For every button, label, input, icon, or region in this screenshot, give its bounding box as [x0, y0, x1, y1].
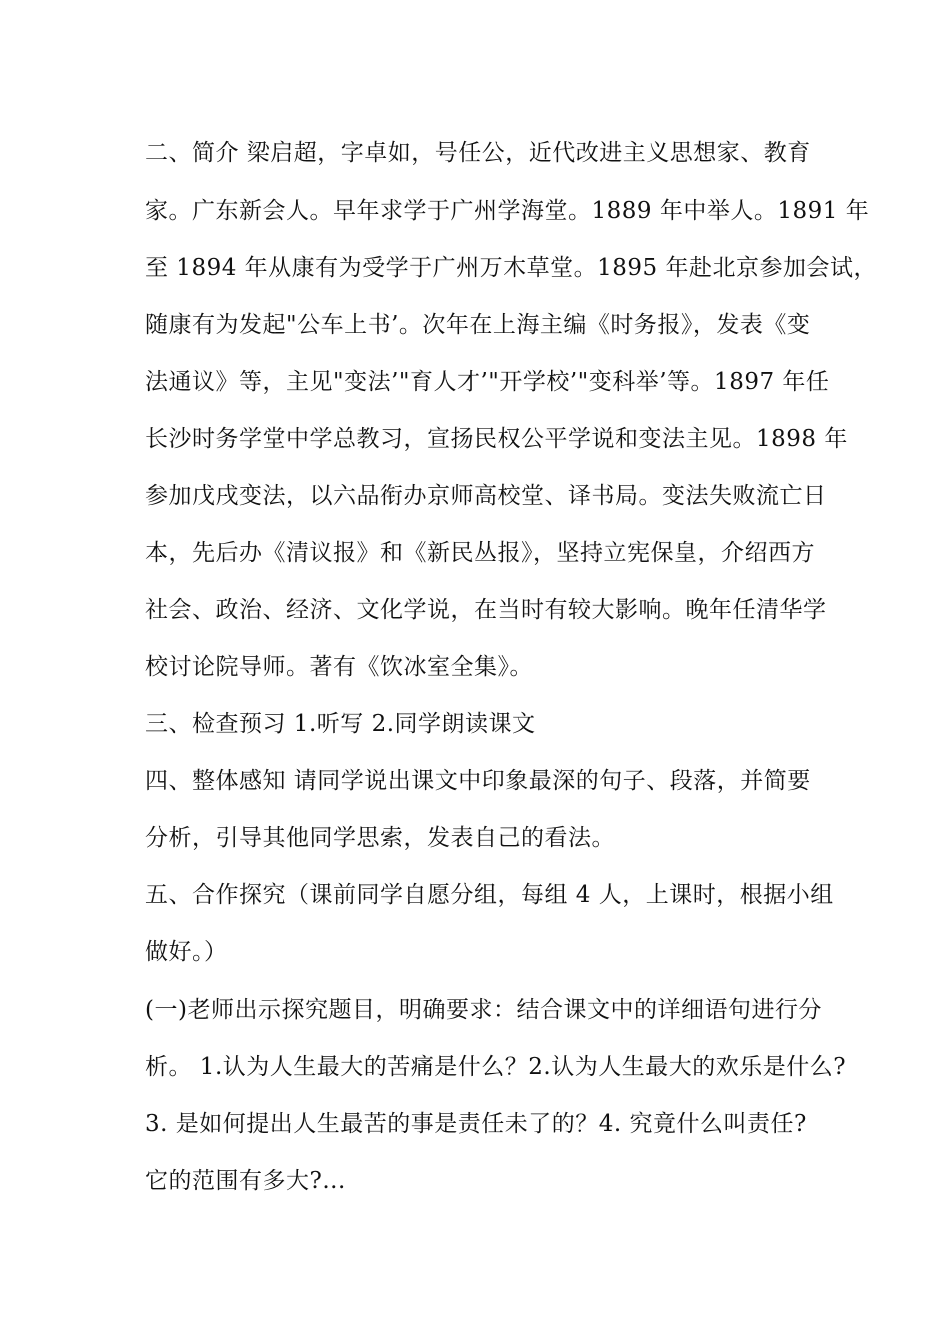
text-line: 至 1894 年从康有为受学于广州万木草堂。1895 年赴北京参加会试，	[145, 255, 877, 281]
text-line: 分析，引导其他同学思索，发表自己的看法。	[145, 825, 615, 851]
text-line: 本，先后办《清议报》和《新民丛报》，坚持立宪保皇，介绍西方	[145, 540, 815, 566]
text-line: 参加戊戌变法，以六品衔办京师高校堂、译书局。变法失败流亡日	[145, 483, 827, 509]
text-line: 它的范围有多大?...	[145, 1168, 346, 1194]
text-line: 家。广东新会人。早年求学于广州学海堂。1889 年中举人。1891 年	[145, 198, 870, 224]
text-line: 做好。）	[145, 939, 228, 965]
text-line: 3. 是如何提出人生最苦的事是责任未了的？4. 究竟什么叫责任?	[145, 1111, 807, 1137]
text-line: 析。 1.认为人生最大的苦痛是什么？2.认为人生最大的欢乐是什么?	[145, 1054, 847, 1080]
section-heading-line: 三、检查预习 1.听写 2.同学朗读课文	[145, 711, 536, 737]
section-heading-line: 五、合作探究（课前同学自愿分组，每组 4 人，上课时，根据小组	[145, 882, 834, 908]
section-heading-line: 四、整体感知 请同学说出课文中印象最深的句子、段落，并简要	[145, 768, 811, 794]
text-line: 随康有为发起"公车上书’。次年在上海主编《时务报》，发表《变	[145, 312, 811, 338]
text-line: 法通议》等，主见"变法’"育人才’"开学校’"变科举’等。1897 年任	[145, 369, 830, 395]
text-line: 社会、政治、经济、文化学说，在当时有较大影响。晚年任清华学	[145, 597, 827, 623]
text-line: 二、简介 梁启超，字卓如，号任公，近代改进主义思想家、教育	[145, 140, 811, 166]
text-line: 校讨论院导师。著有《饮冰室全集》。	[145, 654, 533, 680]
text-line: (一)老师出示探究题目，明确要求：结合课文中的详细语句进行分	[145, 997, 822, 1023]
text-line: 长沙时务学堂中学总教习，宣扬民权公平学说和变法主见。1898 年	[145, 426, 848, 452]
